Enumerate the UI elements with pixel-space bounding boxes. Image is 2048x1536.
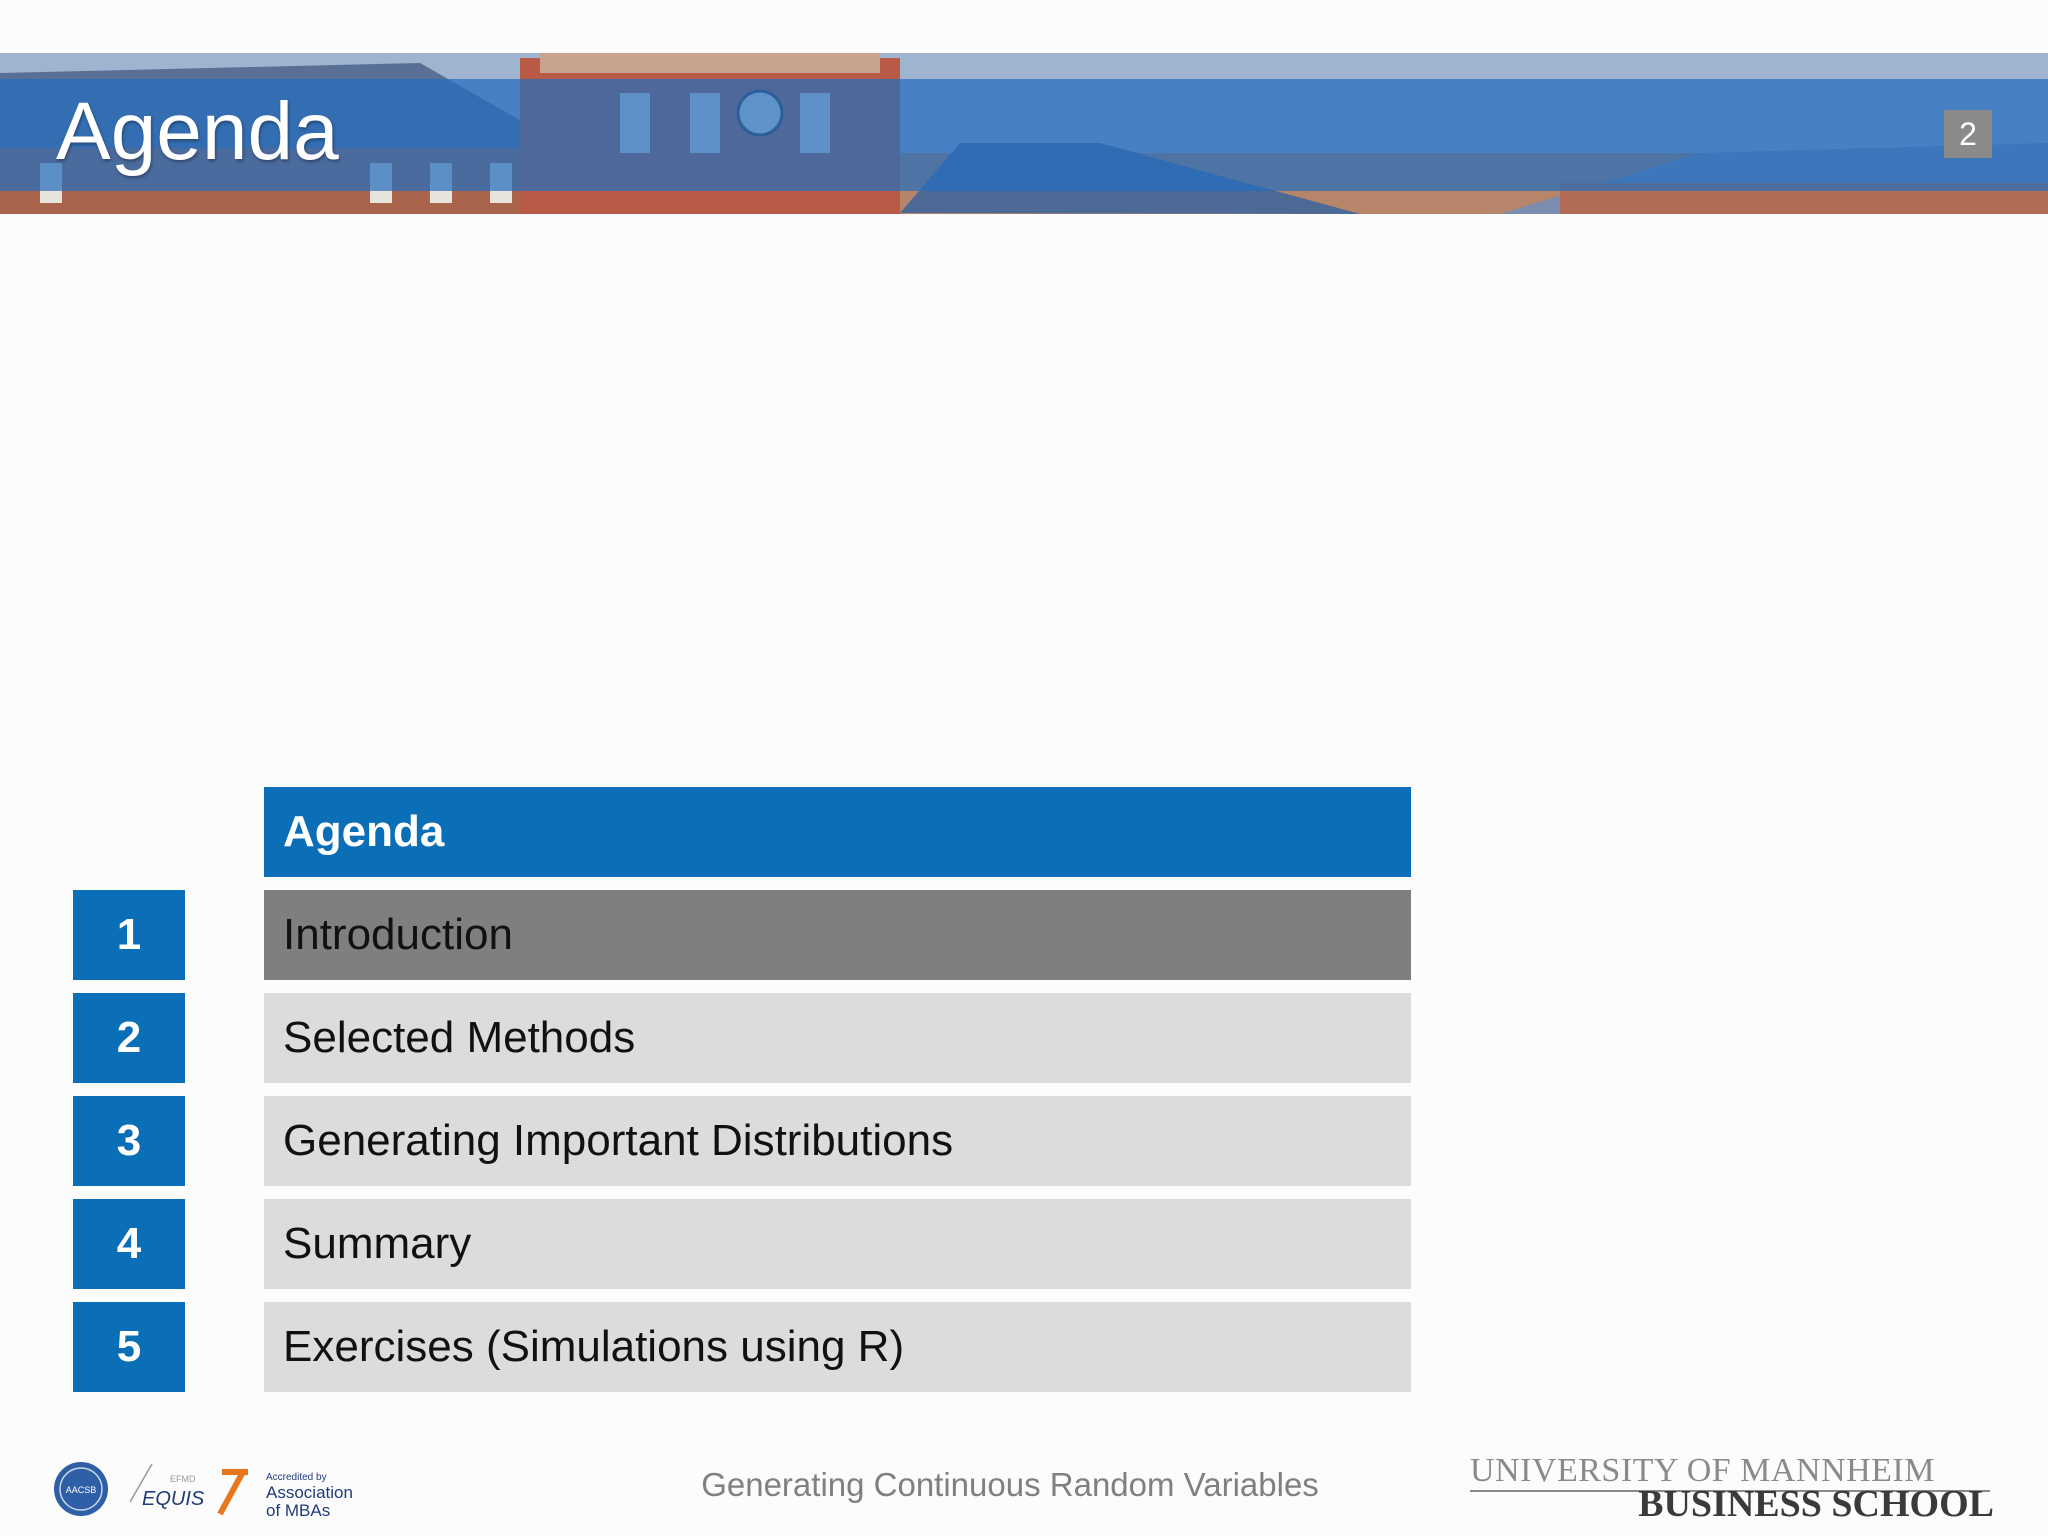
- svg-text:EQUIS: EQUIS: [142, 1488, 205, 1510]
- school-logo: [1470, 1452, 1994, 1525]
- agenda-number-5: 5: [73, 1302, 185, 1392]
- school-logo-line1: UNIVERSITY OF MANNHEIM: [1470, 1452, 1935, 1489]
- aacsb-logo: [54, 1462, 108, 1516]
- school-logo-line2: BUSINESS SCHOOL: [1638, 1483, 1994, 1525]
- equis-logo: [130, 1464, 205, 1510]
- svg-text:of MBAs: of MBAs: [266, 1501, 331, 1520]
- svg-text:Accredited by: Accredited by: [266, 1472, 327, 1483]
- svg-text:Association: Association: [266, 1483, 353, 1502]
- agenda-header: Agenda: [264, 787, 1411, 877]
- slide-title: Agenda: [56, 86, 339, 177]
- svg-text:EFMD: EFMD: [170, 1474, 196, 1484]
- agenda-item-exercises: Exercises (Simulations using R): [264, 1302, 1411, 1392]
- agenda-item-distributions: Generating Important Distributions: [264, 1096, 1411, 1186]
- agenda-item-selected-methods: Selected Methods: [264, 993, 1411, 1083]
- agenda-item-introduction: Introduction: [264, 890, 1411, 980]
- agenda-number-4: 4: [73, 1199, 185, 1289]
- footer-course-title: Generating Continuous Random Variables: [701, 1466, 1319, 1503]
- agenda-number-2: 2: [73, 993, 185, 1083]
- accreditation-logos: [52, 1454, 372, 1525]
- agenda-item-summary: Summary: [264, 1199, 1411, 1289]
- agenda-number-1: 1: [73, 890, 185, 980]
- page-number: 2: [1944, 110, 1992, 158]
- amba-logo: [220, 1470, 353, 1520]
- agenda-number-3: 3: [73, 1096, 185, 1186]
- svg-text:AACSB: AACSB: [65, 1485, 97, 1495]
